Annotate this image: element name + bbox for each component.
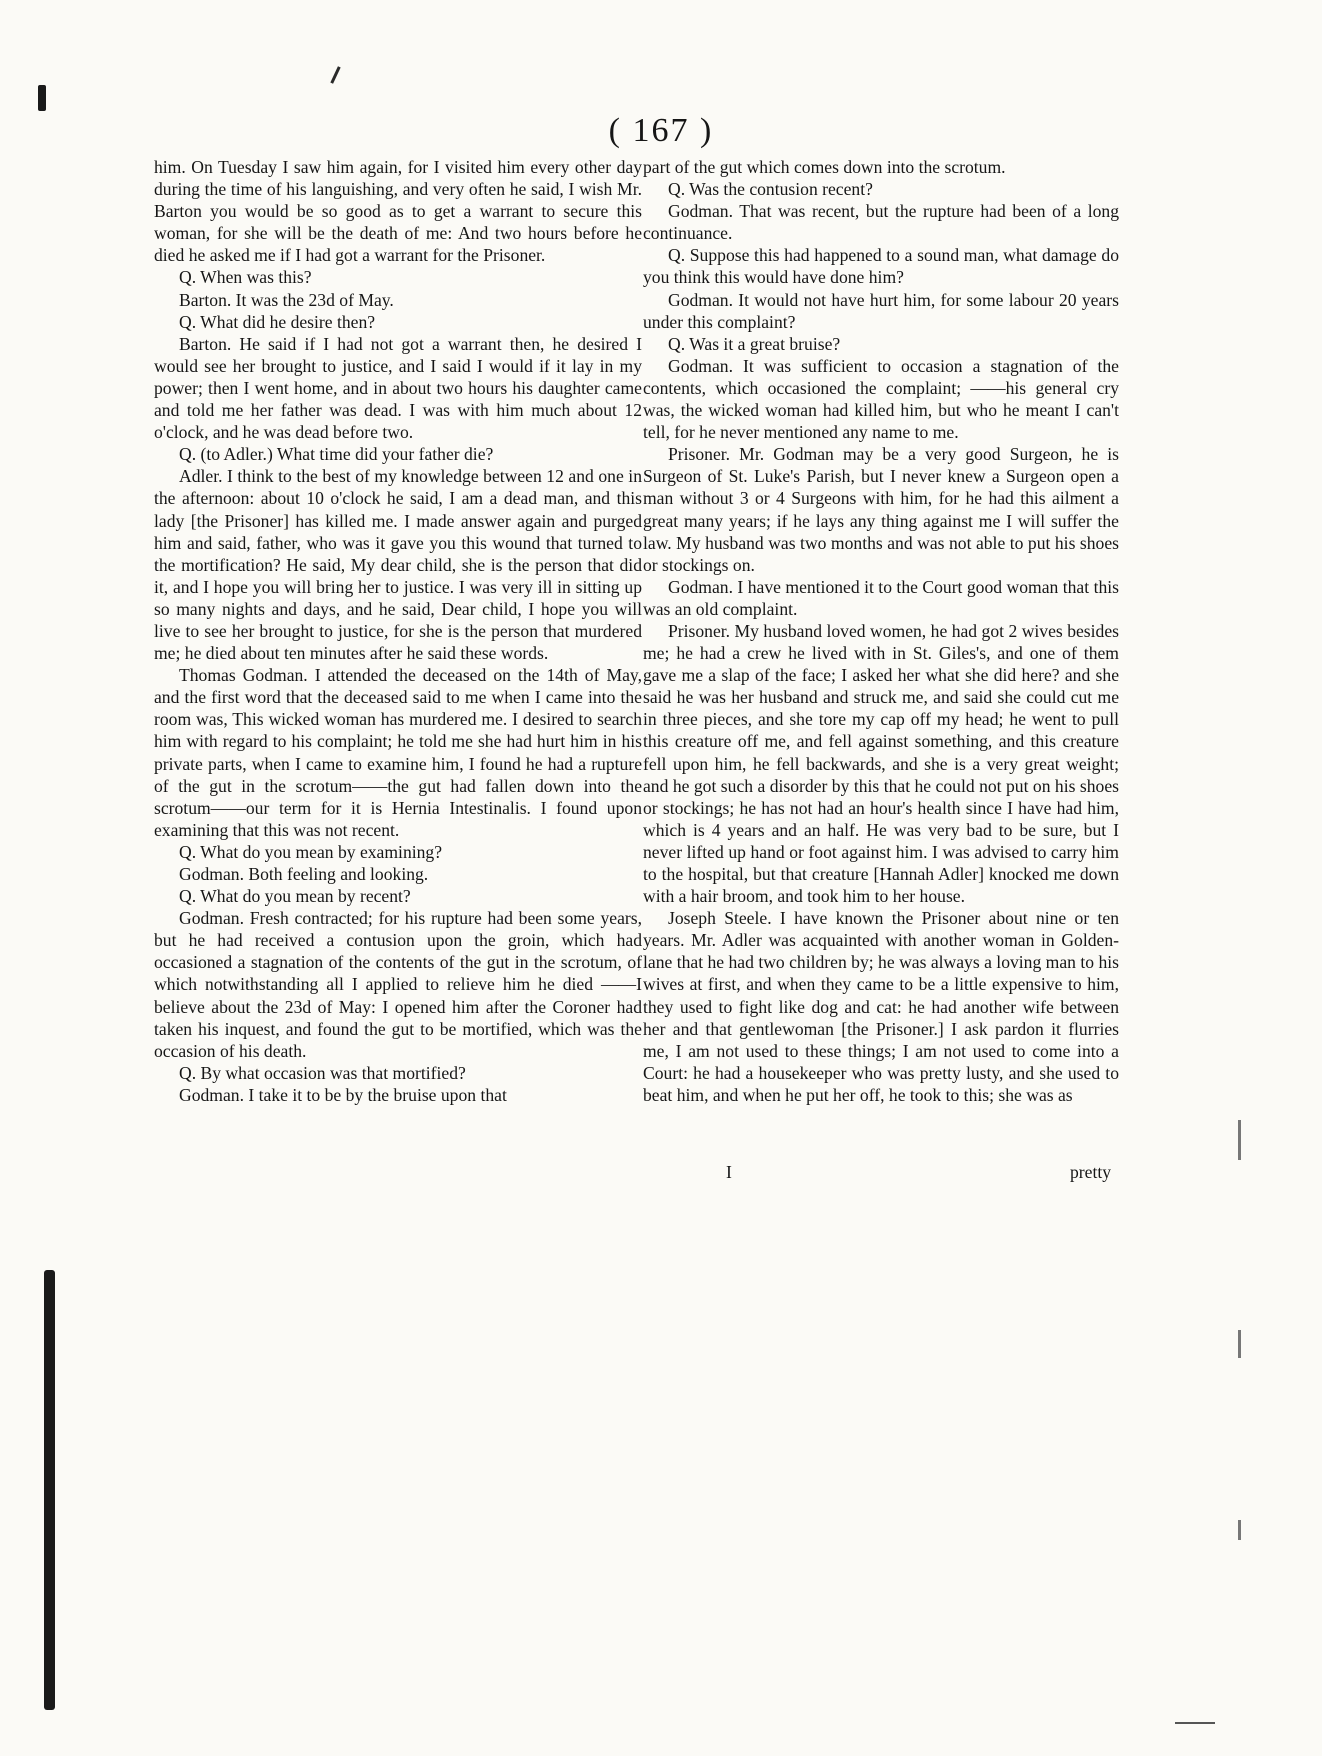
scan-artifact-speck <box>1238 1520 1241 1540</box>
paragraph: Q. By what occasion was that mortified? <box>179 1062 466 1083</box>
scan-artifact-speck <box>1238 1330 1241 1358</box>
paragraph: Q. Was the contusion recent? <box>668 179 873 200</box>
paragraph: Barton. It was the 23d of May. <box>179 289 394 310</box>
scan-artifact-stroke <box>330 66 340 84</box>
paragraph: Godman. I have mentioned it to the Court good woman that this was an old complaint. <box>643 576 1119 619</box>
paragraph: Q. What do you mean by recent? <box>179 886 411 907</box>
paragraph: Godman. I take it to be by the bruise upon that <box>179 1084 507 1105</box>
paragraph: Godman. That was recent, but the rupture had been of a long continuance. <box>643 201 1119 244</box>
paragraph: Godman. It would not have hurt him, for some labour 20 years under this complaint? <box>643 289 1119 332</box>
left-column <box>154 156 642 1106</box>
right-column <box>643 156 1119 1106</box>
paragraph: Godman. Both feeling and looking. <box>179 864 429 884</box>
scan-artifact-speck <box>1238 1120 1241 1160</box>
paragraph: Q. Was it a great bruise? <box>668 333 841 354</box>
paragraph: Q. When was this? <box>179 267 312 288</box>
paragraph: Q. (to Adler.) What time did your father die? <box>179 444 494 465</box>
paragraph: Godman. Fresh contracted; for his rupture had been some years, but he had received a contusion upon the groin, which had occasioned a stagnation of the contents of the gut in the scrotum, of which notwithstanding all I applied to relieve him he died ——I believe about the 23d of May: I opened him after the Coroner had taken his inquest, and found the gut to be mortified, which was the occasion of his death. <box>154 908 642 1061</box>
paragraph: him. On Tuesday I saw him again, for I visited him every other day during the time of his languishing, and very often he said, I wish Mr. Barton you would be so good as to get a warrant to secure this woman, for she will be the death of me: And two hours before he died he asked me if I had got a warrant for the Prisoner. <box>154 157 642 266</box>
paragraph: Godman. It was sufficient to occasion a stagnation of the contents, which occasioned the complaint; ——his general cry was, the wicked woman had killed him, but who he meant I can't tell, for he never mentioned any name to me. <box>643 355 1119 443</box>
scan-artifact-binding-edge <box>44 1270 55 1710</box>
paragraph: Barton. He said if I had not got a warrant then, he desired I would see her brought to justice, and I said I would if it lay in my power; then I went home, and in about two hours his daughter came and told me her father was dead. I was with him much about 12 o'clock, and he was dead before two. <box>154 333 642 443</box>
scan-artifact-mark <box>38 85 46 111</box>
paragraph: Joseph Steele. I have known the Prisoner about nine or ten years. Mr. Adler was acquainted with another woman in Golden-lane that he had two children by; he was always a loving man to his wives at first, and when they came to be a little expensive to him, they used to fight like dog and cat: he had another wife between her and that gentlewoman [the Prisoner.] I ask pardon it flurries me, I am not used to these things; I am not used to come into a Court: he had a housekeeper who was pretty lusty, and she used to beat him, and when he put her off, he took to this; she was as <box>643 908 1119 1105</box>
catchword: pretty <box>1070 1162 1112 1182</box>
paragraph: Q. What did he desire then? <box>179 311 376 332</box>
paragraph: part of the gut which comes down into the scrotum. <box>643 157 1006 177</box>
paragraph: Prisoner. My husband loved women, he had got 2 wives besides me; he had a crew he lived with in St. Giles's, and one of them gave me a slap of the face; I asked her what she did here? and she said he was her husband and struck me, and said she could cut me in three pieces, and she tore my cap off my head; he went to pull this creature off me, and fell against something, and this creature fell upon him, he fell backwards, and she is a very great weight; and he got such a disorder by this that he could not put on his shoes or stockings; he has not had an hour's health since I have had him, which is 4 years and an half. He was very bad to be sure, but I never lifted up hand or foot against him. I was advised to carry him to the hospital, but that creature [Hannah Adler] knocked me down with a hair broom, and took him to her house. <box>643 620 1119 907</box>
page-number: ( 167 ) <box>608 112 714 149</box>
paragraph: Q. Suppose this had happened to a sound man, what damage do you think this would have done him? <box>643 245 1119 288</box>
paragraph: Adler. I think to the best of my knowledge between 12 and one in the afternoon: about 10 o'clock he said, I am a dead man, and this lady [the Prisoner] has killed me. I made answer again and purged him and said, father, who was it gave you this wound that turned to the mortification? He said, My dear child, she is the person that did it, and I hope you will bring her to justice. I was very ill in sitting up so many nights and days, and he said, Dear child, I hope you will live to see her brought to justice, for she is the person that murdered me; he died about ten minutes after he said these words. <box>154 466 642 664</box>
paragraph: Prisoner. Mr. Godman may be a very good Surgeon, he is Surgeon of St. Luke's Parish, but I never knew a Surgeon open a man without 3 or 4 Surgeons with him, for he had this ailment a great many years; if he lays any thing against me I will suffer the law. My husband was two months and was not able to put his shoes or stockings on. <box>643 444 1119 575</box>
scan-artifact-dash <box>1175 1722 1215 1724</box>
paragraph: Q. What do you mean by examining? <box>179 841 443 862</box>
paragraph: Thomas Godman. I attended the deceased on the 14th of May, and the first word that the deceased said to me when I came into the room was, This wicked woman has murdered me. I desired to search him with regard to his complaint; he told me she had hurt him in his private parts, when I came to examine him, I found he had a rupture of the gut in the scrotum——the gut had fallen down into the scrotum——our term for it is Hernia Intestinalis. I found upon examining that this was not recent. <box>154 665 642 840</box>
signature-mark: I <box>726 1162 732 1182</box>
